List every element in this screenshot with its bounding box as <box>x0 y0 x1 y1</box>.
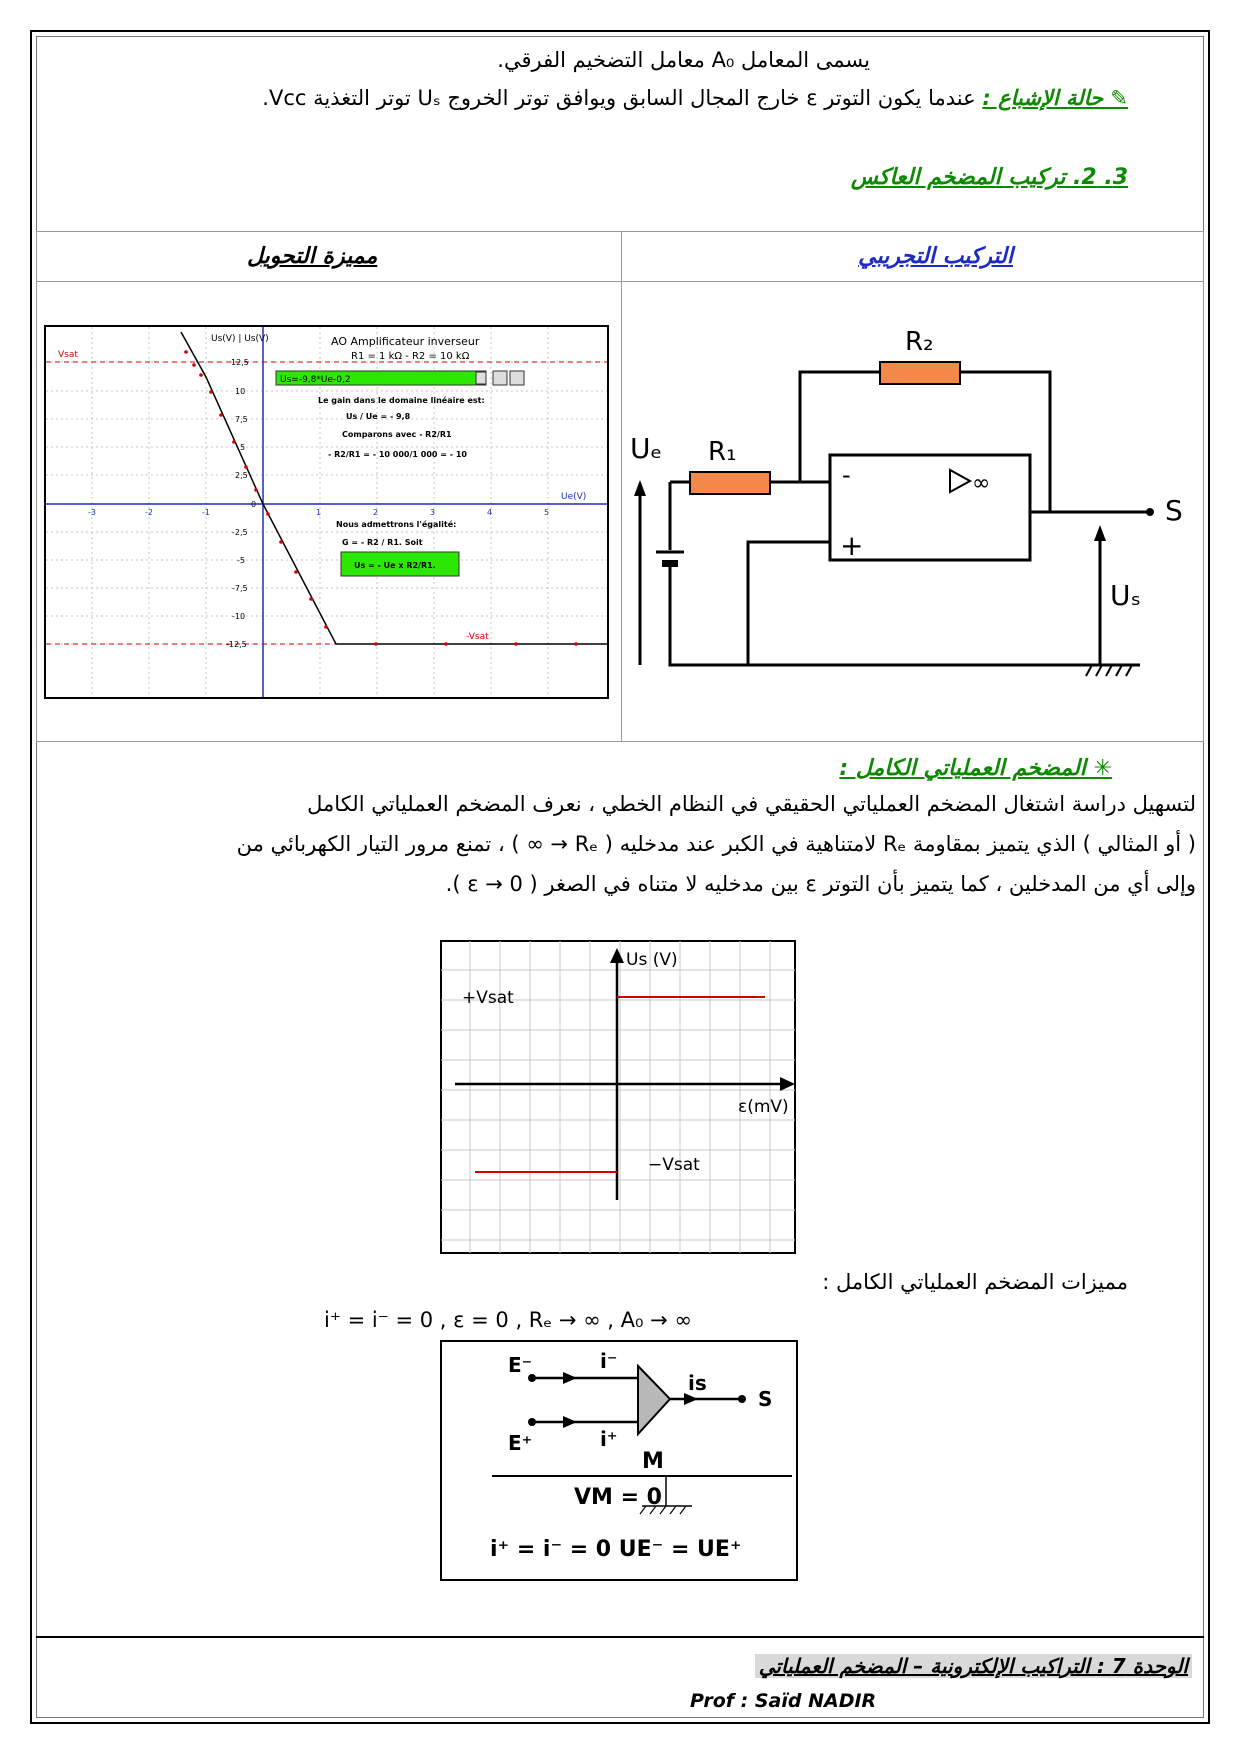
x-tick: -3 <box>88 508 96 517</box>
ideal-paragraph-2: ( أو المثالي ) الذي يتميز بمقاومة Rₑ لامتناهية في الكبر عند مدخليه ( Rₑ → ∞ ) ، تمنع مرور التيار الكهربائي من <box>236 832 1196 856</box>
x-tick: -1 <box>202 508 210 517</box>
vm-label: VM = 0 <box>574 1485 662 1510</box>
screenshot-ratio: - R2/R1 = - 10 000/1 000 = - 10 <box>328 450 467 459</box>
r2-resistor <box>880 362 960 384</box>
is-label: is <box>688 1371 707 1395</box>
y-tick: -10 <box>232 612 246 621</box>
screenshot-equality: G = - R2 / R1. Soit <box>342 538 423 547</box>
y-tick: -7,5 <box>232 584 248 593</box>
y-tick: 5 <box>240 443 246 452</box>
x-tick: 3 <box>430 508 436 517</box>
table-header-transfer: مميزة التحويل <box>247 244 378 269</box>
opamp-infinity: ∞ <box>972 471 991 496</box>
y-tick: -12,5 <box>226 640 247 649</box>
screenshot-vsat-pos: Vsat <box>58 350 78 360</box>
screenshot-subtitle: R1 = 1 kΩ - R2 = 10 kΩ <box>351 351 470 362</box>
intro-line-2 <box>262 86 1128 110</box>
i-minus-label: i⁻ <box>600 1349 618 1373</box>
intro-line-1: يسمى المعامل A₀ معامل التضخيم الفرقي. <box>497 48 870 72</box>
opamp-symbol-diagram <box>442 1342 796 1579</box>
r1-resistor <box>690 472 770 494</box>
us-label: Uₛ <box>1110 579 1141 612</box>
x-tick: 4 <box>487 508 493 517</box>
e-plus-label: E⁺ <box>508 1431 533 1455</box>
screenshot-formula: Us=-9,8*Ue-0,2 <box>280 375 351 385</box>
ideal-vsat-neg: −Vsat <box>648 1155 700 1175</box>
ideal-vsat-pos: +Vsat <box>462 988 514 1008</box>
ground-bottom-wire <box>670 565 1100 665</box>
properties-label: مميزات المضخم العملياتي الكامل : <box>822 1270 1128 1294</box>
footer-unit-title: الوحدة 7 : التراكيب الإلكترونية – المضخم العملياتي <box>755 1654 1192 1678</box>
opamp-minus: - <box>842 461 851 489</box>
x-tick: 5 <box>544 508 550 517</box>
symbol-equation: i⁺ = i⁻ = 0 UE⁻ = UE⁺ <box>490 1537 742 1562</box>
page-footer <box>36 1636 1204 1718</box>
y-tick: -2,5 <box>232 528 248 537</box>
ideal-heading-text: ✳ المضخم العملياتي الكامل : <box>839 756 1112 781</box>
transfer-characteristic-screenshot <box>44 325 609 699</box>
screenshot-vsat-neg: -Vsat <box>466 632 489 642</box>
opamp-plus: + <box>840 529 864 562</box>
s-label: S <box>758 1387 773 1411</box>
saturation-text: عندما يكون التوتر ε خارج المجال السابق ويوافق توتر الخروج Uₛ توتر التغذية Vcc. <box>262 86 983 110</box>
saturation-label: ✎ حالة الإشباع : <box>982 86 1128 110</box>
screenshot-y-label: Us(V) | Us(V) <box>211 334 269 344</box>
table-header-circuit: التركيب التجريبي <box>858 244 1013 269</box>
inverting-amplifier-circuit <box>620 320 1190 700</box>
x-tick: 2 <box>373 508 379 517</box>
ideal-characteristic-graph <box>440 940 796 1254</box>
e-minus-label: E⁻ <box>508 1353 533 1377</box>
screenshot-admit: Nous admettrons l'égalité: <box>336 520 457 529</box>
r2-label: R₂ <box>905 327 934 357</box>
table-row-divider <box>37 281 1203 282</box>
footer-prof: Prof : Saïd NADIR <box>690 1690 877 1712</box>
output-s-label: S <box>1165 494 1183 527</box>
x-tick: -2 <box>145 508 153 517</box>
y-tick: 10 <box>235 387 246 396</box>
ideal-paragraph-3: وإلى أي من المدخلين ، كما يتميز بأن التوتر ε بين مدخليه لا متناه في الصغر ( ε → 0 ). <box>445 872 1196 896</box>
screenshot-result: Us = - Ue x R2/R1. <box>354 561 436 570</box>
y-tick: 0 <box>251 500 257 509</box>
plus-input-wire <box>748 542 830 665</box>
screenshot-title: AO Amplificateur inverseur <box>331 335 480 348</box>
r1-label: R₁ <box>708 437 737 467</box>
opamp-symbol-box <box>440 1340 798 1581</box>
ideal-paragraph-1: لتسهيل دراسة اشتغال المضخم العملياتي الحقيقي في النظام الخطي ، نعرف المضخم العملياتي الكامل <box>307 792 1196 816</box>
y-tick: -5 <box>237 556 245 565</box>
ideal-x-label: ε(mV) <box>738 1097 789 1117</box>
transfer-graph <box>46 327 607 697</box>
ideal-heading <box>839 756 1112 781</box>
x-tick: 1 <box>316 508 322 517</box>
y-tick: 7,5 <box>235 415 248 424</box>
screenshot-compare: Comparons avec - R2/R1 <box>342 430 452 439</box>
ideal-y-label: Us (V) <box>626 950 678 970</box>
properties-formula: i⁺ = i⁻ = 0 , ε = 0 , Rₑ → ∞ , A₀ → ∞ <box>324 1308 692 1332</box>
section-title: 3. 2. تركيب المضخم العاكس <box>850 165 1128 190</box>
screenshot-gain-value: Us / Ue = - 9,8 <box>346 412 411 421</box>
m-label: M <box>642 1449 664 1474</box>
screenshot-gain-line: Le gain dans le domaine linéaire est: <box>318 396 485 405</box>
r2-left-wire <box>800 372 880 482</box>
y-tick: 12,5 <box>231 358 249 367</box>
i-plus-label: i⁺ <box>600 1427 618 1451</box>
screenshot-x-label: Ue(V) <box>561 492 587 502</box>
y-tick: 2,5 <box>235 471 248 480</box>
ue-label: Uₑ <box>630 432 663 465</box>
